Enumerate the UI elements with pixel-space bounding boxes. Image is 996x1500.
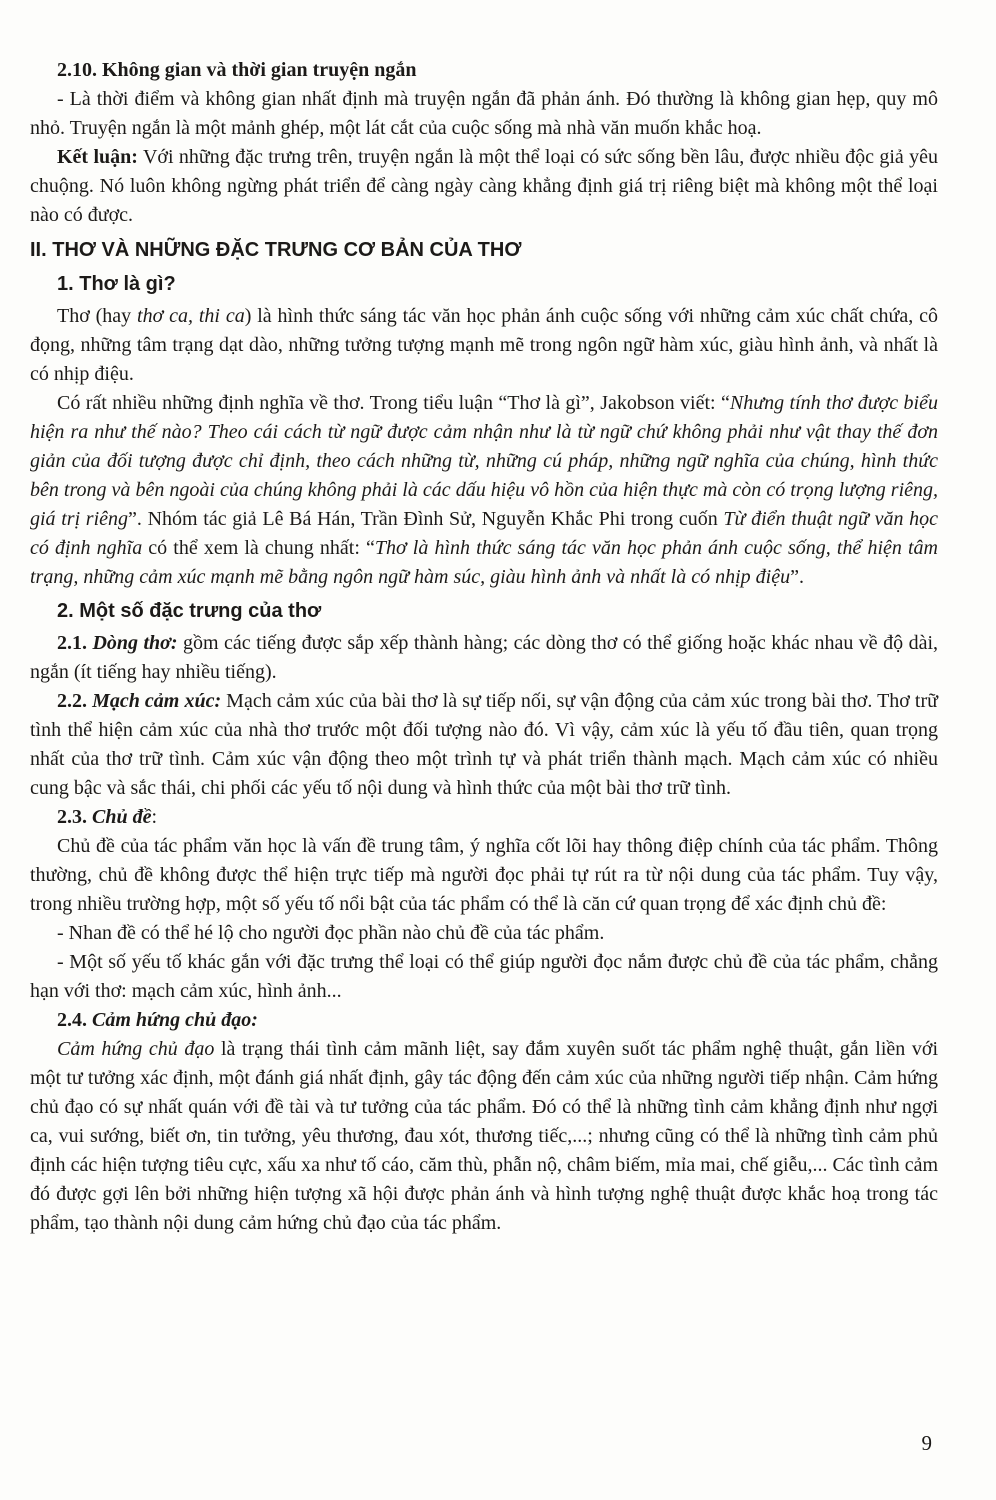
paragraph-conclusion — [30, 143, 938, 230]
text-run: 1. Thơ là gì? — [57, 273, 176, 295]
section-heading-2 — [30, 597, 938, 626]
paragraph — [30, 1035, 938, 1238]
text-run: Chủ đề — [92, 806, 152, 828]
text-run: 2.10. Không gian và thời gian truyện ngắn — [57, 59, 417, 81]
text-run: Thơ là hình thức sáng tác văn học phản ánh cuộc sống, thể hiện tâm trạng, những cảm xúc mạnh mẽ bằng ngôn ngữ hàm súc, giàu hình ảnh và nhất là có nhịp điệu — [30, 537, 938, 588]
paragraph — [30, 832, 938, 919]
paragraph-bullet — [30, 948, 938, 1006]
text-run: Chủ đề của tác phẩm văn học là vấn đề trung tâm, ý nghĩa cốt lõi hay thông điệp chính của tác phẩm. Thông thường, chủ đề không được thể hiện trực tiếp mà người đọc phải tự rút ra từ nội dung của tác phẩm. Tuy vậy, trong nhiều trường hợp, một số yếu tố nổi bật của tác phẩm có thể là căn cứ quan trọng để xác định chủ đề: — [30, 835, 938, 915]
text-run: ) là hình thức sáng tác văn học phản ánh cuộc sống với những cảm xúc chất chứa, cô đọng, những tâm trạng dạt dào, những tưởng tượng mạnh mẽ trong ngôn ngữ hàm xúc, giàu hình ảnh, và nhất là có nhịp điệu. — [30, 305, 938, 385]
section-heading-ii — [30, 236, 938, 265]
text-run: Với những đặc trưng trên, truyện ngắn là một thể loại có sức sống bền lâu, được nhiều độc giả yêu chuộng. Nó luôn không ngừng phát triển để càng ngày càng khẳng định giá trị riêng biệt mà không một thể loại nào có được. — [30, 146, 938, 226]
text-run: : — [151, 806, 158, 828]
paragraph — [30, 302, 938, 389]
page-number: 9 — [921, 1431, 932, 1455]
text-run: gồm các tiếng được sắp xếp thành hàng; các dòng thơ có thể giống hoặc khác nhau về độ dài, ngắn (ít tiếng hay nhiều tiếng). — [30, 632, 939, 683]
text-run: là trạng thái tình cảm mãnh liệt, say đắm xuyên suốt tác phẩm nghệ thuật, gắn liền với một tư tưởng xác định, một đánh giá nhất định, gây tác động đến cảm xúc của những người tiếp nhận. Cảm hứng chủ đạo có sự nhất quán với đề tài và tư tưởng của tác phẩm. Đó có thể là những tình cảm khẳng định như ngợi ca, vui sướng, biết ơn, tin tưởng, yêu thương, đau xót, thương tiếc,...; nhưng cũng có thể là những tình cảm phủ định các hiện tượng tiêu cực, xấu xa như tố cáo, căm thù, phẫn nộ, châm biếm, mỉa mai, chế giễu,... Các tình cảm đó được gợi lên bởi những hiện tượng xã hội được phản ánh và hình tượng nghệ thuật được khắc hoạ trong tác phẩm, tạo thành nội dung cảm hứng chủ đạo của tác phẩm. — [30, 1038, 938, 1234]
text-run: Nhưng tính thơ được biểu hiện ra như thế nào? Theo cái cách từ ngữ được cảm nhận như là từ ngữ chứ không phải như vật thay thế đơn giản của đối tượng được chỉ định, theo cách những từ, những cú pháp, những ngữ nghĩa của chúng, hình thức bên trong và bên ngoài của chúng không phải là các dấu hiệu vô hồn của hiện thực mà còn có trọng lượng riêng, giá trị riêng — [30, 392, 938, 530]
text-run: 2.2. — [57, 690, 93, 712]
text-run: thơ ca, thi ca — [137, 305, 245, 327]
paragraph — [30, 389, 938, 592]
text-run: 2.4. — [57, 1009, 92, 1031]
paragraph-bullet — [30, 919, 938, 948]
text-run: II. THƠ VÀ NHỮNG ĐẶC TRƯNG CƠ BẢN CỦA THƠ — [30, 239, 522, 261]
text-run: Cảm hứng chủ đạo: — [92, 1009, 258, 1031]
text-run: Thơ (hay — [57, 305, 138, 327]
text-run: ”. Nhóm tác giả Lê Bá Hán, Trần Đình Sử, Nguyễn Khắc Phi trong cuốn — [128, 508, 724, 530]
paragraph-2-4 — [30, 1006, 938, 1035]
paragraph-2-1 — [30, 629, 938, 687]
page-content — [30, 56, 938, 1238]
text-run: Từ điển thuật ngữ văn học có định nghĩa — [30, 508, 938, 559]
text-run: - Nhan đề có thể hé lộ cho người đọc phần nào chủ đề của tác phẩm. — [57, 922, 605, 944]
text-run: 2.3. — [57, 806, 92, 828]
text-run: có thể xem là chung nhất: “ — [142, 537, 375, 559]
text-run: Kết luận: — [57, 146, 138, 168]
text-run: Mạch cảm xúc của bài thơ là sự tiếp nối, sự vận động của cảm xúc trong bài thơ. Thơ trữ tình thể hiện cảm xúc của nhà thơ trước một đối tượng nào đó. Vì vậy, cảm xúc là yếu tố đầu tiên, quan trọng nhất của thơ trữ tình. Cảm xúc vận động theo một trình tự và phát triển thành mạch. Mạch cảm xúc có nhiều cung bậc và sắc thái, chi phối các yếu tố nội dung và hình thức của một bài thơ trữ tình. — [30, 690, 938, 799]
text-run: Cảm hứng chủ đạo — [57, 1038, 215, 1060]
paragraph-2-3 — [30, 803, 938, 832]
section-heading-1 — [30, 270, 938, 299]
text-run: 2. Một số đặc trưng của thơ — [57, 600, 322, 622]
paragraph — [30, 85, 938, 143]
text-run: Có rất nhiều những định nghĩa về thơ. Trong tiểu luận “Thơ là gì”, Jakobson viết: “ — [57, 392, 730, 414]
text-run: ”. — [790, 566, 804, 588]
text-run: Mạch cảm xúc: — [92, 690, 222, 712]
text-run: 2.1. — [57, 632, 93, 654]
text-run: - Là thời điểm và không gian nhất định mà truyện ngắn đã phản ánh. Đó thường là không gian hẹp, quy mô nhỏ. Truyện ngắn là một mảnh ghép, một lát cắt của cuộc sống mà nhà văn muốn khắc hoạ. — [30, 88, 938, 139]
text-run: - Một số yếu tố khác gắn với đặc trưng thể loại có thể giúp người đọc nắm được chủ đề của tác phẩm, chẳng hạn với thơ: mạch cảm xúc, hình ảnh... — [30, 951, 938, 1002]
paragraph-2-2 — [30, 687, 938, 803]
text-run: Dòng thơ: — [92, 632, 178, 654]
section-heading-2-10 — [30, 56, 938, 85]
